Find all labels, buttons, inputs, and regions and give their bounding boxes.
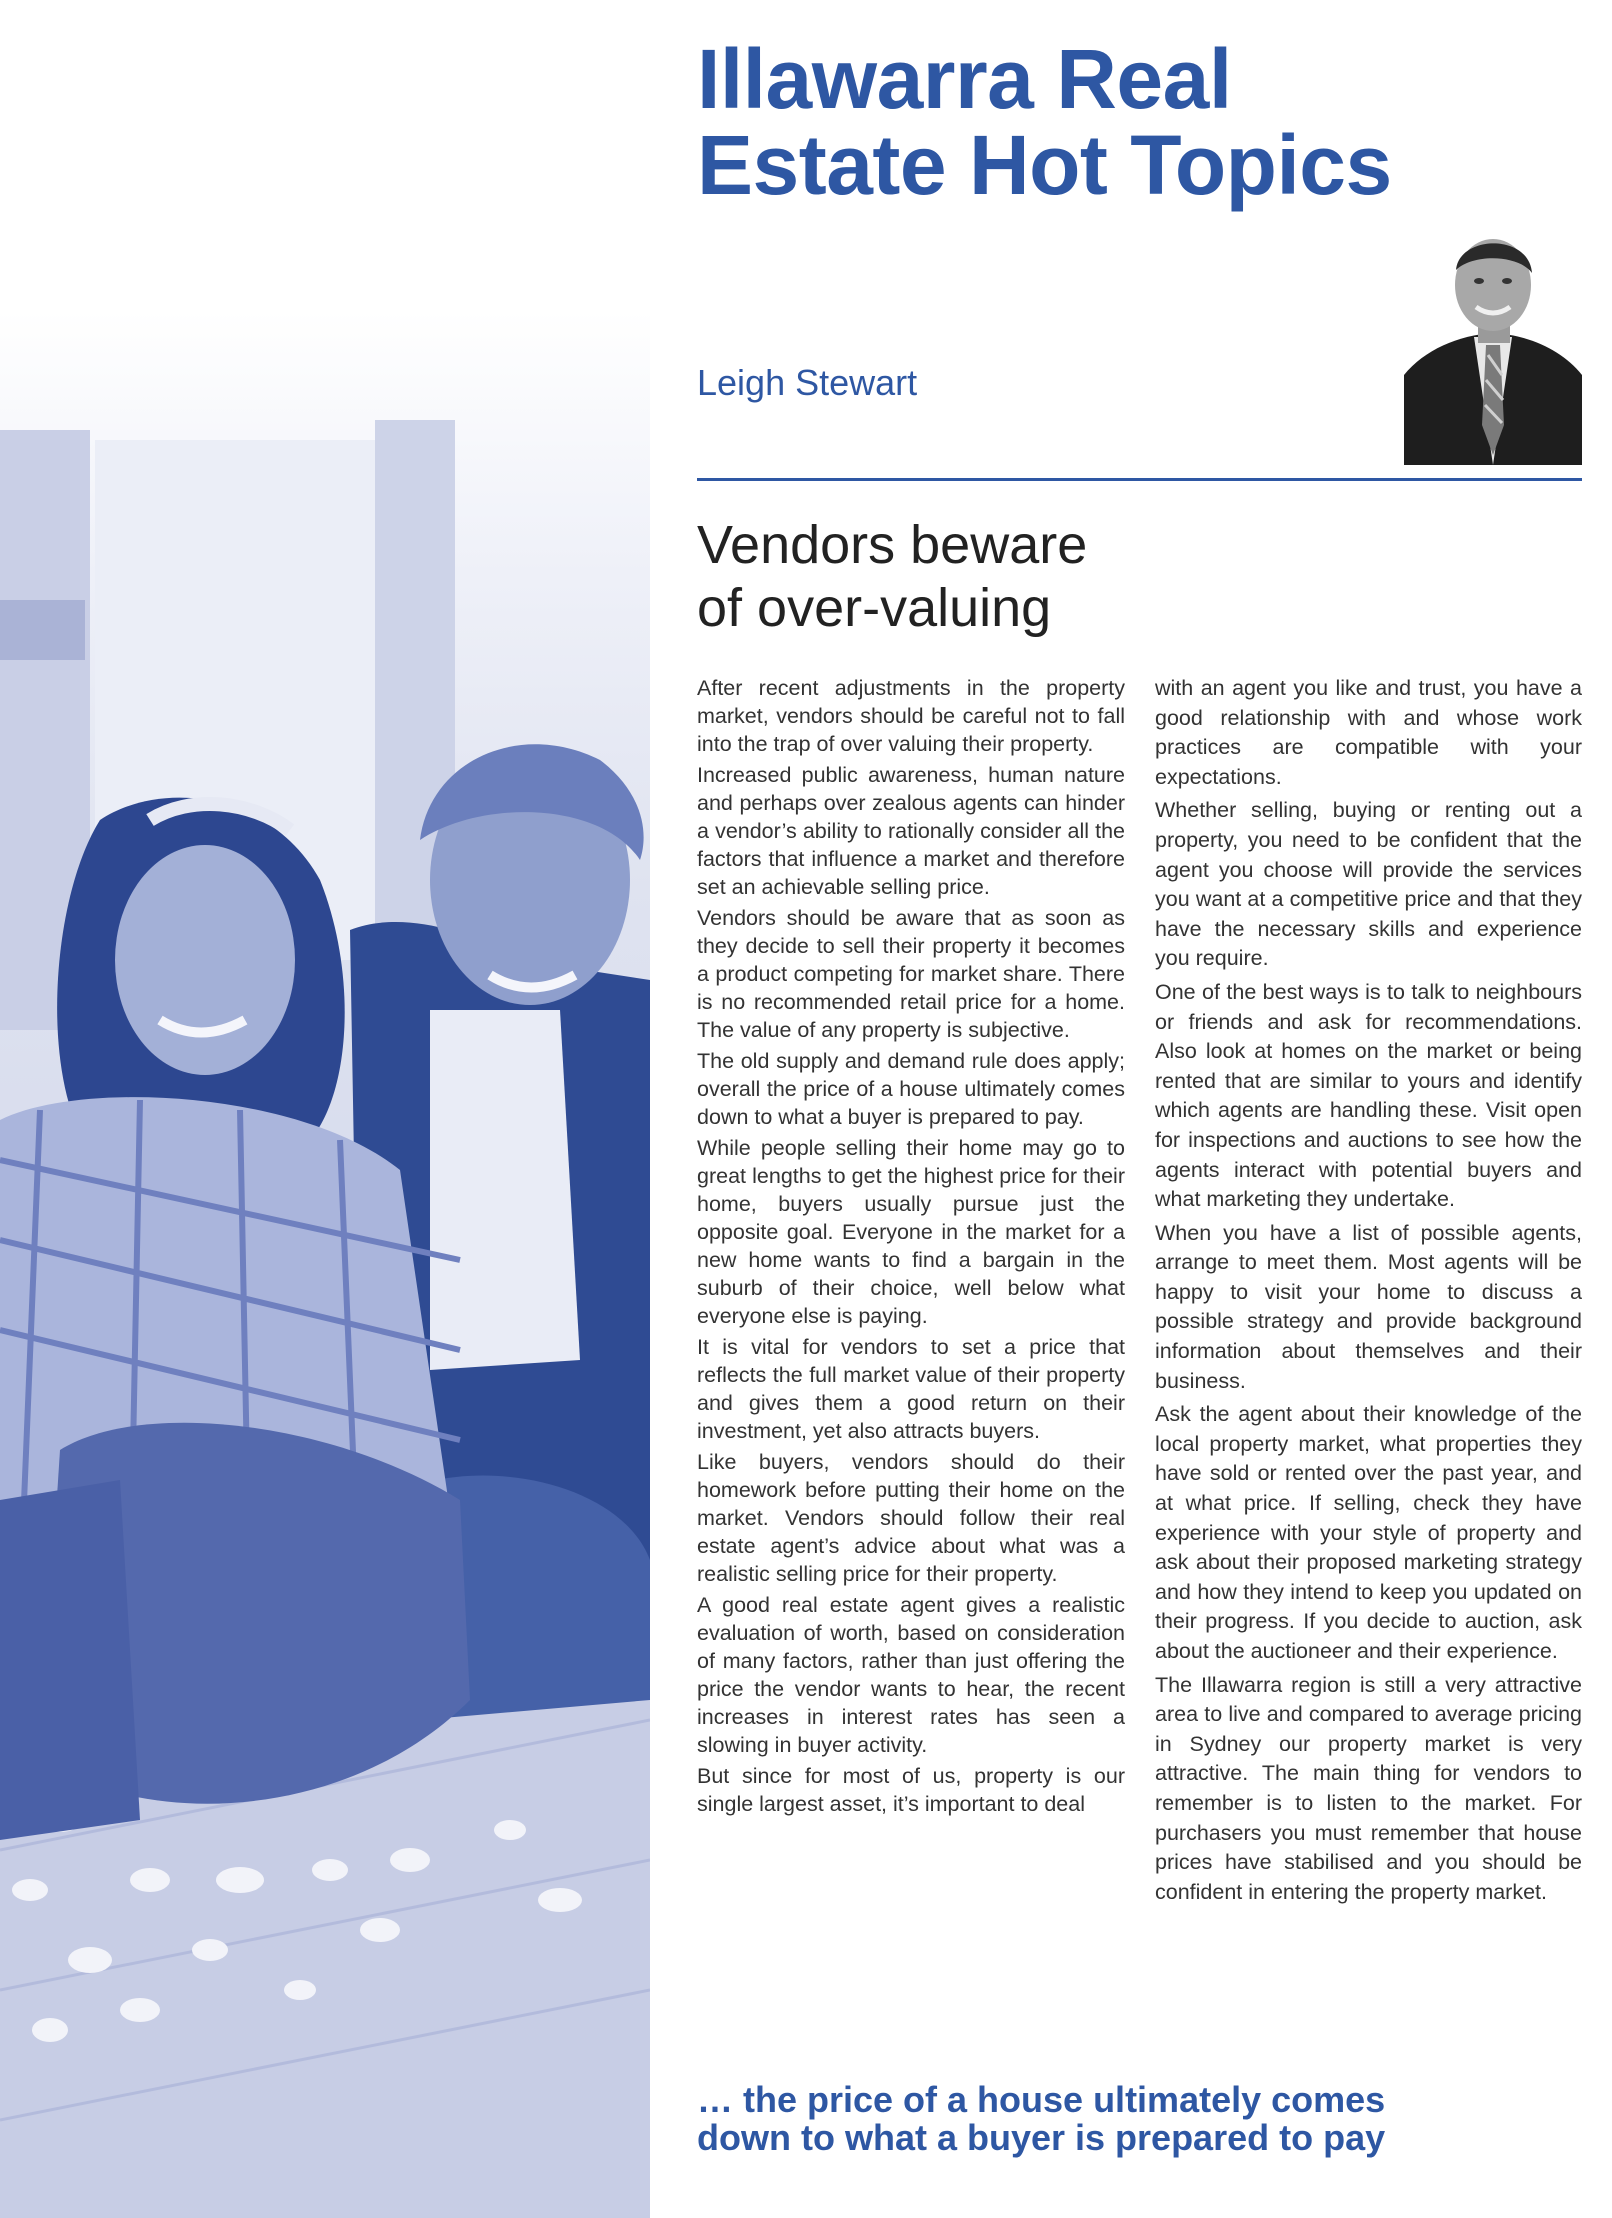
author-name: Leigh Stewart [697,362,918,403]
headline-line-2: of over-valuing [697,578,1052,638]
page-title [697,32,1392,212]
paragraph: The Illawarra region is still a very attractive area to live and compared to average pricing in Sydney our property market is very attractive. The main thing for vendors to remember is to listen to the market. For purchasers you must remember that house prices have stabilised and you should be confident in entering the property market. [1155,1672,1582,1904]
paragraph: One of the best ways is to talk to neighbours or friends and ask for recommendations. Also look at homes on the market or being rented that are similar to yours and identify which agents are handling these. Visit open for inspections and auctions to see how the agents interact with potential buyers and what marketing they undertake. [1155,979,1582,1212]
pull-quote [697,2081,1597,2157]
pull-quote-line-1: … the price of a house ultimately comes [697,2079,1386,2120]
paragraph: When you have a list of possible agents, arrange to meet them. Most agents will be happy to visit your home to discuss a possible strategy and provide background information about themselves and their business. [1155,1220,1582,1393]
article-column-right [1155,674,1582,1911]
author-portrait-illustration [1404,215,1582,465]
paragraph: with an agent you like and trust, you have a good relationship with and whose work practices are compatible with your expectations. [1155,676,1582,789]
article-column-left [697,674,1125,1821]
author-portrait [1404,215,1582,465]
header-divider [697,478,1582,481]
paragraph: Like buyers, vendors should do their homework before putting their home on the market. Vendors should follow their real estate agent’s advice about what was a realistic selling price for their property. [697,1450,1125,1586]
paragraph: It is vital for vendors to set a price that reflects the full market value of their property and gives them a good return on their investment, yet also attracts buyers. [697,1335,1125,1443]
paragraph: Whether selling, buying or renting out a property, you need to be confident that the agent you choose will provide the services you want at a competitive price and that they have the necessary skills and experience you require. [1155,798,1582,971]
paragraph: Ask the agent about their knowledge of the local property market, what properties they have sold or rented over the past year, and at what price. If selling, check they have experience with your style of property and ask about their proposed marketing strategy and how they intend to keep you updated on their progress. If you decide to auction, ask about the auctioneer and their experience. [1155,1402,1582,1663]
paragraph: After recent adjustments in the property market, vendors should be careful not to fall into the trap of over valuing their property. [697,676,1125,756]
paragraph: But since for most of us, property is our single largest asset, it’s important to deal [697,1764,1125,1816]
paragraph: The old supply and demand rule does apply; overall the price of a house ultimately comes down to what a buyer is prepared to pay. [697,1049,1125,1129]
couple-photo-illustration [0,0,650,2218]
title-line-1: Illawarra Real [697,32,1232,126]
couple-photo [0,0,650,2218]
headline-line-1: Vendors beware [697,515,1088,575]
paragraph: Increased public awareness, human nature and perhaps over zealous agents can hinder a vendor’s ability to rationally consider all the factors that influence a market and therefore set an achievable selling price. [697,763,1125,899]
pull-quote-line-2: down to what a buyer is prepared to pay [697,2117,1386,2158]
paragraph: A good real estate agent gives a realistic evaluation of worth, based on consideration of many factors, rather than just offering the price the vendor wants to hear, the recent increases in interest rates has seen a slowing in buyer activity. [697,1593,1125,1757]
article-headline [697,514,1087,640]
paragraph: Vendors should be aware that as soon as they decide to sell their property it becomes a product competing for market share. There is no recommended retail price for a home. The value of any property is subjective. [697,906,1125,1042]
title-line-2: Estate Hot Topics [697,118,1392,212]
paragraph: While people selling their home may go to great lengths to get the highest price for their home, buyers usually pursue just the opposite goal. Everyone in the market for a new home wants to find a bargain in the suburb of their choice, well below what everyone else is paying. [697,1136,1125,1328]
